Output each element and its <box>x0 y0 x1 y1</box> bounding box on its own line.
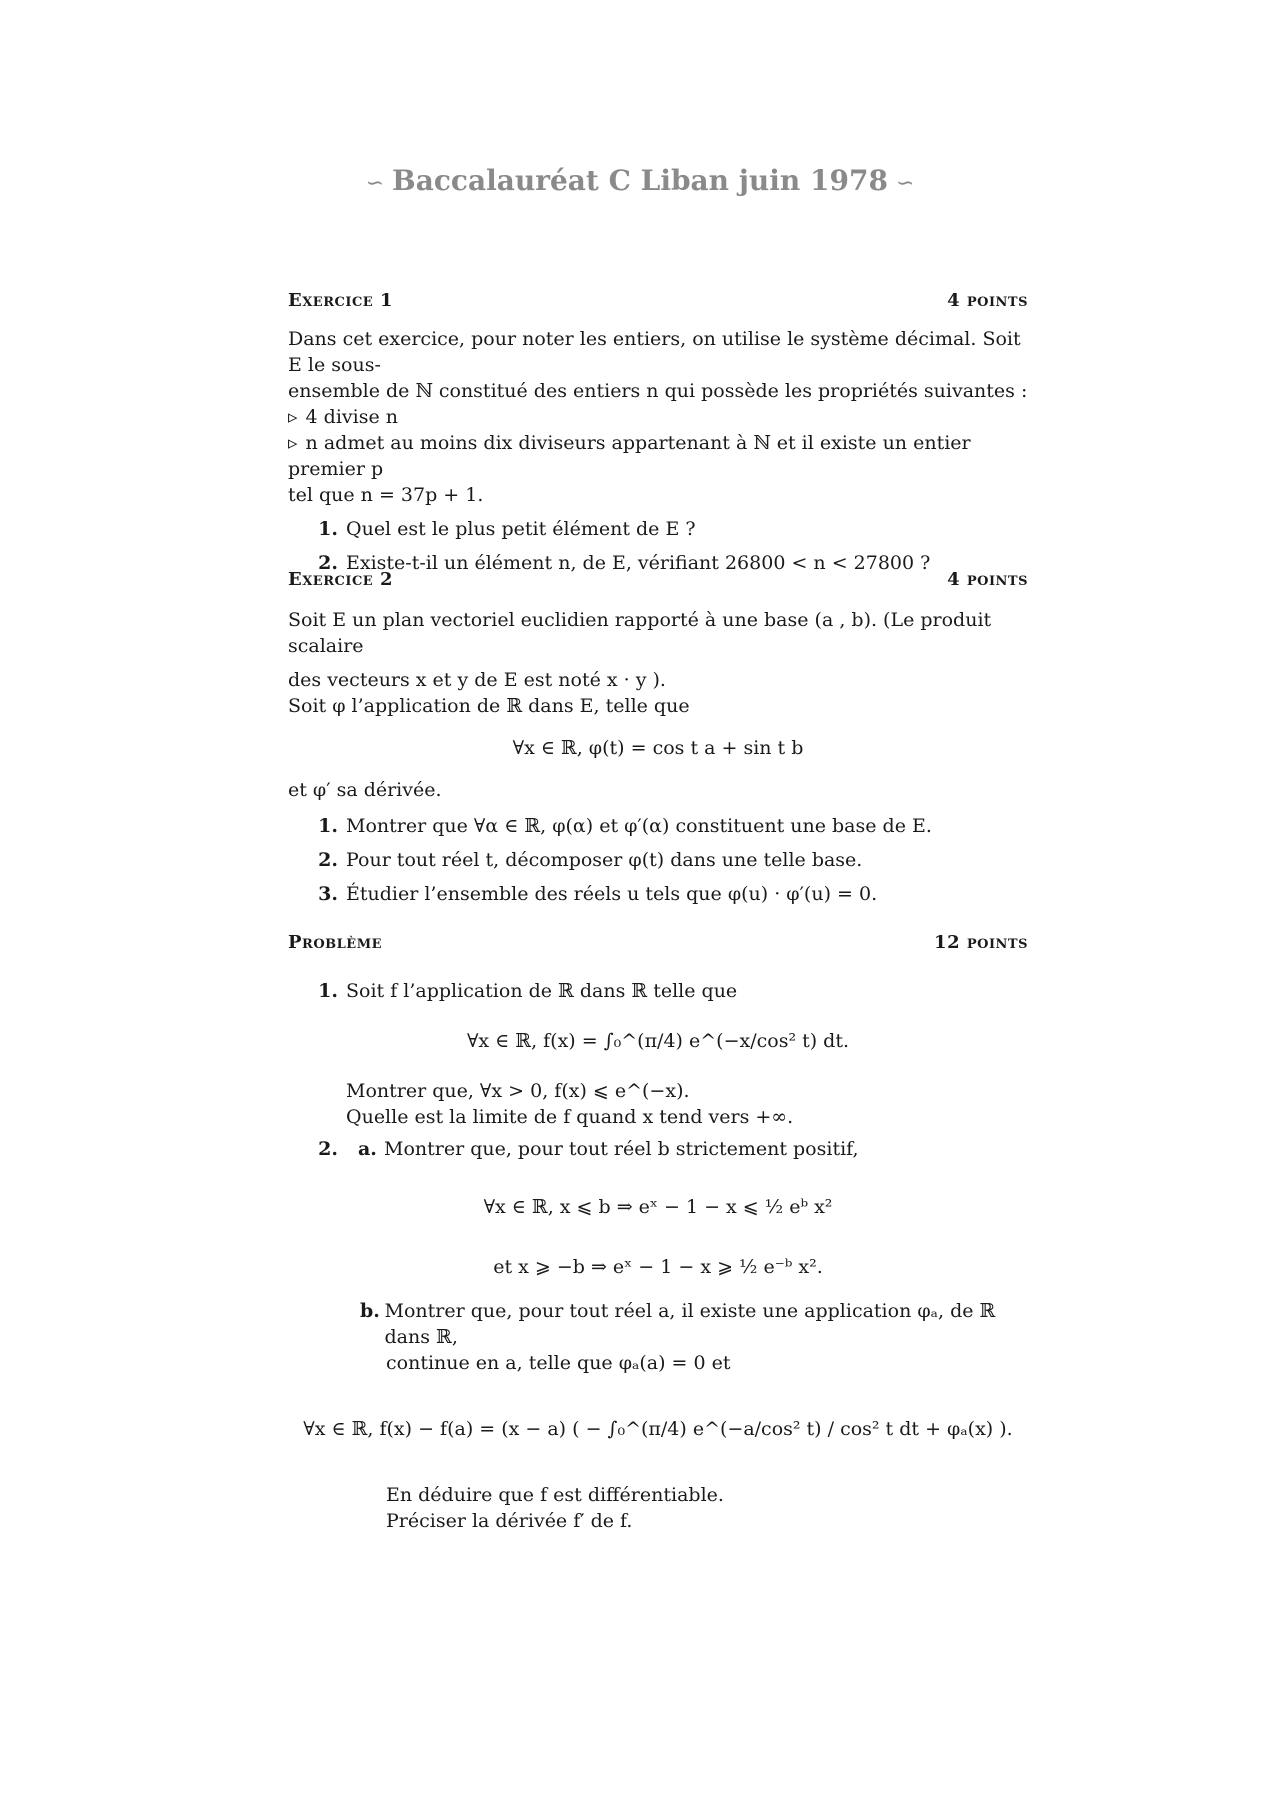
problem-part-2b-line-4: Préciser la dérivée f′ de f. <box>386 1510 633 1532</box>
question-number: 2. <box>318 849 338 871</box>
exercise-1-intro-line-2: ensemble de ℕ constitué des entiers n qui possède les propriétés suivantes : <box>288 380 1028 402</box>
subquestion-label: a. <box>358 1138 377 1160</box>
question-number: 3. <box>318 883 338 905</box>
question-text: Étudier l’ensemble des réels u tels que φ(u) · φ′(u) = 0. <box>346 883 878 905</box>
problem-part-2a <box>288 1136 1028 1162</box>
ornament-right-icon: ∽ <box>895 171 915 196</box>
problem-part-2a-equation-1: ∀x ∈ ℝ, x ⩽ b ⇒ eˣ − 1 − x ⩽ ½ eᵇ x² <box>483 1196 833 1218</box>
exercise-2-line-2: des vecteurs x et y de E est noté x · y ). <box>288 669 666 691</box>
exercise-1-heading: Exercice 1 <box>288 290 393 311</box>
problem <box>288 930 1028 1534</box>
exercise-2-line-4: et φ′ sa dérivée. <box>288 779 442 801</box>
question-text: Pour tout réel t, décomposer φ(t) dans une telle base. <box>346 849 863 871</box>
problem-part-1 <box>288 978 1028 1004</box>
exercise-2-header <box>288 567 1028 593</box>
bullet-text: 4 divise n <box>305 406 398 428</box>
triangle-bullet-icon: ▹ <box>288 432 298 454</box>
exercise-2-points: 4 points <box>947 569 1028 590</box>
problem-part-2b <box>288 1298 1028 1350</box>
subquestion-label: b. <box>360 1300 380 1322</box>
problem-header <box>288 930 1028 956</box>
question-number: 1. <box>318 518 338 540</box>
page-title <box>0 164 1280 197</box>
question-number: 2. <box>318 1138 338 1160</box>
exercise-2-question-3 <box>288 881 1028 907</box>
exercise-1-question-1 <box>288 516 1028 542</box>
exercise-2-line-3: Soit φ l’application de ℝ dans E, telle que <box>288 695 690 717</box>
question-text: Montrer que, pour tout réel a, il existe une application φₐ, de ℝ dans ℝ, <box>384 1300 996 1348</box>
question-number: 1. <box>318 980 338 1002</box>
exercise-2-question-1 <box>288 813 1028 839</box>
problem-part-1-equation: ∀x ∈ ℝ, f(x) = ∫₀^(π/4) e^(−x/cos² t) dt. <box>466 1030 850 1052</box>
exercise-2-heading: Exercice 2 <box>288 569 393 590</box>
question-text: Montrer que, pour tout réel b strictement positif, <box>384 1138 859 1160</box>
question-text: Quel est le plus petit élément de E ? <box>346 518 696 540</box>
problem-part-2a-equation-2: et x ⩾ −b ⇒ eˣ − 1 − x ⩾ ½ e⁻ᵇ x². <box>493 1256 823 1278</box>
problem-part-2b-line-3: En déduire que f est différentiable. <box>386 1484 724 1506</box>
exercise-2-question-2 <box>288 847 1028 873</box>
exercise-1-bullet-2-cont: tel que n = 37p + 1. <box>288 484 484 506</box>
exercise-1-intro-line-1: Dans cet exercice, pour noter les entiers, on utilise le système décimal. Soit E le sous- <box>288 328 1021 376</box>
question-number: 1. <box>318 815 338 837</box>
triangle-bullet-icon: ▹ <box>288 406 298 428</box>
problem-heading: Problème <box>288 932 382 953</box>
bullet-text: n admet au moins dix diviseurs appartenant à ℕ et il existe un entier premier p <box>288 432 971 480</box>
problem-part-2b-equation: ∀x ∈ ℝ, f(x) − f(a) = (x − a) ( − ∫₀^(π/4) e^(−a/cos² t) / cos² t dt + φₐ(x) ). <box>303 1418 1013 1440</box>
exercise-2 <box>288 567 1028 907</box>
exercise-1 <box>288 288 1028 576</box>
exercise-1-bullet-1 <box>288 404 1028 430</box>
exercise-1-header <box>288 288 1028 314</box>
problem-part-1-line-1: Montrer que, ∀x > 0, f(x) ⩽ e^(−x). <box>346 1080 690 1102</box>
title-text: Baccalauréat C Liban juin 1978 <box>392 164 888 197</box>
exercise-2-equation: ∀x ∈ ℝ, φ(t) = cos t a + sin t b <box>512 737 804 759</box>
question-text: Montrer que ∀α ∈ ℝ, φ(α) et φ′(α) constituent une base de E. <box>346 815 932 837</box>
exercise-1-bullet-2 <box>288 430 1028 482</box>
question-text: Existe-t-il un élément n, de E, vérifiant 26800 < n < 27800 ? <box>346 552 931 574</box>
problem-part-2b-line-2: continue en a, telle que φₐ(a) = 0 et <box>386 1352 731 1374</box>
problem-part-1-line-2: Quelle est la limite de f quand x tend vers +∞. <box>346 1106 794 1128</box>
ornament-left-icon: ∽ <box>365 171 385 196</box>
question-text: Soit f l’application de ℝ dans ℝ telle que <box>346 980 738 1002</box>
question-number: 2. <box>318 552 338 574</box>
problem-points: 12 points <box>934 932 1028 953</box>
exercise-2-line-1: Soit E un plan vectoriel euclidien rapporté à une base (a , b). (Le produit scalaire <box>288 609 992 657</box>
exercise-1-points: 4 points <box>947 290 1028 311</box>
